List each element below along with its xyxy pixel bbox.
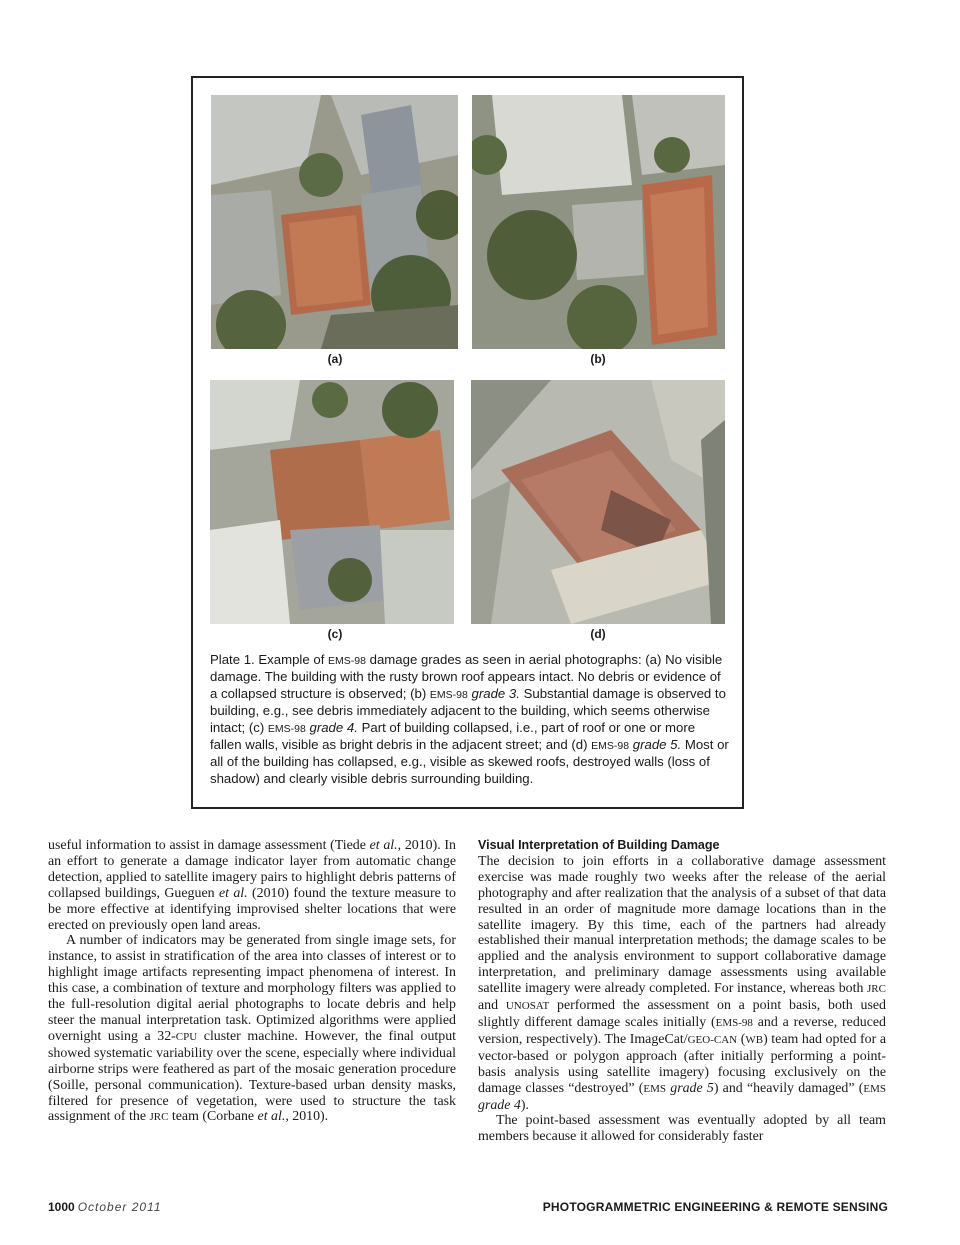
aerial-photo-a: [211, 95, 458, 349]
right-paragraph-2: The point-based assessment was eventually adopted by all team members because it allowed for considerably faster: [478, 1113, 886, 1145]
figure-caption: Plate 1. Example of EMS-98 damage grades as seen in aerial photographs: (a) No visible damage. The building with the rusty brown roof appears intact. No debris or evidence of a collapsed structure is observed; (b) EMS-98 grade 3. Substantial damage is observed to building, e.g., see debris immediately adjacent to the building, which seems otherwise intact; (c) EMS-98 grade 4. Part of building collapsed, i.e., part of roof or one or more fallen walls, visible as bright debris in the adjacent street; and (d) EMS-98 grade 5. Most or all of the building has collapsed, e.g., visible as skewed roofs, destroyed walls (loss of shadow) and clearly visible debris surrounding building.: [210, 652, 729, 786]
aerial-photo-c: [210, 380, 454, 624]
issue-date: October 2011: [77, 1200, 162, 1214]
page-number: 1000: [48, 1200, 75, 1214]
aerial-photo-d: [471, 380, 725, 624]
panel-label-d: (d): [590, 627, 606, 641]
journal-name: PHOTOGRAMMETRIC ENGINEERING & REMOTE SENSING: [542, 1200, 888, 1214]
right-column: [478, 838, 886, 1145]
panel-label-b: (b): [590, 352, 606, 366]
panel-label-a: (a): [327, 352, 343, 366]
aerial-photo-b: [472, 95, 725, 349]
right-paragraph-1: The decision to join efforts in a collaborative damage assessment exercise was made roughly two weeks after the release of the aerial photography and after realization that the analysis of a subset of that data resulted in an order of magnitude more damage locations than in the satellite imagery. By this time, each of the partners had already established their manual interpretation methods; the damage scales to be applied and the analysis environment to support collaborative damage interpretation, and preliminary damage assessments using available satellite imagery were already completed. For instance, whereas both JRC and UNOSAT performed the assessment on a point basis, both used slightly different damage scales initially (EMS-98 and a reverse, reduced version, respectively). The ImageCat/GEO-CAN (WB) team had opted for a vector-based or polygon approach (after initially performing a point-basis analysis using satellite imagery) focusing exclusively on the damage classes “destroyed” (EMS grade 5) and “heavily damaged” (EMS grade 4).: [478, 853, 886, 1113]
left-paragraph-1: useful information to assist in damage assessment (Tiede et al., 2010). In an effort to generate a damage indicator layer from automatic change detection, applied to satellite imagery pairs to highlight debris patterns of collapsed buildings, Gueguen et al. (2010) found the texture measure to be more effective at identifying improvised shelter locations that were erected on previously open land areas.: [48, 838, 456, 933]
page-footer-left: [48, 1200, 162, 1214]
panel-label-c: (c): [327, 627, 343, 641]
left-paragraph-2: A number of indicators may be generated from single image sets, for instance, to assist in stratification of the area into classes of interest or to highlight image artifacts representing impact phenomena of interest. In this case, a combination of texture and morphology filters was applied to the full-resolution digital aerial photographs to locate debris and help steer the manual interpretation task. Optimized algorithms were applied overnight using a 32-CPU cluster machine. However, the final output showed systematic variability over the scene, especially where individual airborne strips were feathered as part of the mosaic generation procedure (Soille, personal communication). Texture-based urban density masks, filtered for presence of vegetation, were used to structure the task assignment of the JRC team (Corbane et al., 2010).: [48, 933, 456, 1125]
section-heading: Visual Interpretation of Building Damage: [478, 838, 720, 852]
left-column: [48, 838, 456, 1126]
